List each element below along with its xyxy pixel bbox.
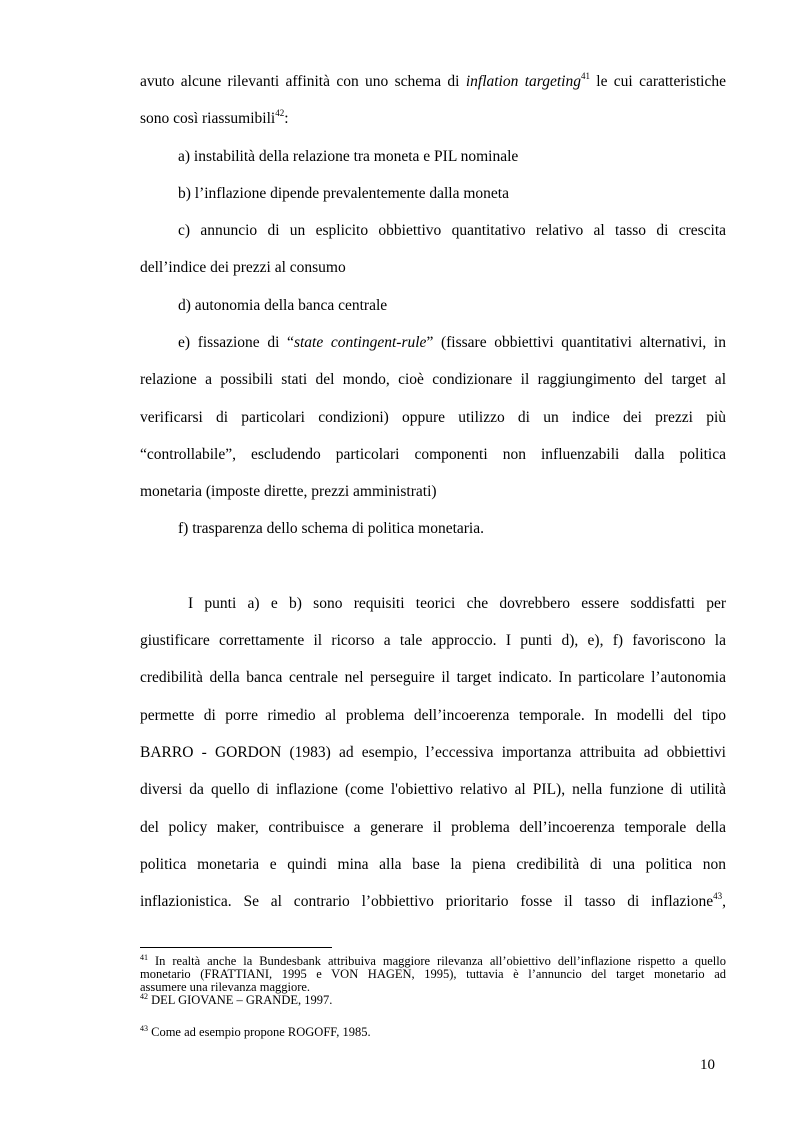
list-item-e (178, 333, 726, 353)
italic-term: state contingent-rule (293, 334, 427, 351)
text-run: e) fissazione di “ (178, 334, 294, 351)
footnote-text: Come ad esempio propone ROGOFF, 1985. (151, 1025, 371, 1039)
page-number: 10 (700, 1057, 715, 1073)
paragraph-line: diversi da quello di inflazione (come l'obiettivo relativo al PIL), nella funzione di utilità (140, 781, 726, 798)
list-item-e-cont: “controllabile”, escludendo particolari componenti non influenzabili dalla politica (140, 446, 726, 463)
footnote-separator (140, 947, 332, 948)
list-item-c-cont: dell’indice dei prezzi al consumo (140, 259, 346, 276)
footnote-number: 42 (140, 992, 148, 1001)
list-item-e-cont: monetaria (imposte dirette, prezzi amministrati) (140, 483, 437, 500)
footnote-number: 41 (140, 953, 148, 962)
italic-term: inflation targeting (465, 73, 581, 90)
paragraph-line: BARRO - GORDON (1983) ad esempio, l’eccessiva importanza attribuita ad obbiettivi (140, 744, 726, 761)
text-run: sono così riassumibili (140, 110, 276, 127)
footnote-text: In realtà anche la Bundesbank attribuiva maggiore rilevanza all’obiettivo dell’inflazione rispetto a quello (154, 954, 726, 968)
list-item-e-cont: relazione a possibili stati del mondo, cioè condizionare il raggiungimento del target al (140, 371, 726, 388)
list-item-a: a) instabilità della relazione tra moneta e PIL nominale (178, 148, 519, 165)
text-run: le cui caratteristiche (589, 73, 726, 90)
footnote-41-cont: assumere una rilevanza maggiore. (140, 980, 311, 994)
footnote-41-cont: monetario (FRATTIANI, 1995 e VON HAGEN, 1995), tuttavia è l’annuncio del target monetario ad (140, 967, 726, 981)
footnote-ref: 42 (275, 108, 285, 118)
paragraph-line: I punti a) e b) sono requisiti teorici che dovrebbero essere soddisfatti per (188, 595, 726, 612)
paragraph-line: permette di porre rimedio al problema dell’incoerenza temporale. In modelli del tipo (140, 707, 726, 724)
paragraph-line: credibilità della banca centrale nel perseguire il target indicato. In particolare l’autonomia (140, 669, 726, 686)
footnote-42 (140, 994, 726, 1007)
text-run: : (284, 110, 289, 127)
paragraph-line (140, 892, 726, 912)
footnote-ref: 41 (580, 71, 590, 81)
footnote-43 (140, 1026, 726, 1039)
text-run: , (722, 893, 726, 910)
text-run: ” (fissare obbiettivi quantitativi alternativi, in (426, 334, 726, 351)
body-line (140, 72, 726, 92)
list-item-c: c) annuncio di un esplicito obbiettivo quantitativo relativo al tasso di crescita (178, 222, 726, 239)
footnote-number: 43 (140, 1024, 148, 1033)
list-item-b: b) l’inflazione dipende prevalentemente dalla moneta (178, 185, 509, 202)
text-run: inflazionistica. Se al contrario l’obbiettivo prioritario fosse il tasso di inflazione (140, 893, 714, 910)
paragraph-line: giustificare correttamente il ricorso a tale approccio. I punti d), e), f) favoriscono la (140, 632, 726, 649)
body-line (140, 109, 726, 129)
paragraph-line: del policy maker, contribuisce a generare il problema dell’incoerenza temporale della (140, 819, 726, 836)
footnote-text: DEL GIOVANE – GRANDE, 1997. (151, 993, 333, 1007)
list-item-d: d) autonomia della banca centrale (178, 297, 388, 314)
list-item-e-cont: verificarsi di particolari condizioni) oppure utilizzo di un indice dei prezzi più (140, 409, 726, 426)
list-item-f: f) trasparenza dello schema di politica monetaria. (178, 520, 484, 537)
paragraph-line: politica monetaria e quindi mina alla base la piena credibilità di una politica non (140, 856, 726, 873)
footnote-ref: 43 (713, 891, 723, 901)
text-run: avuto alcune rilevanti affinità con uno schema di (140, 73, 466, 90)
